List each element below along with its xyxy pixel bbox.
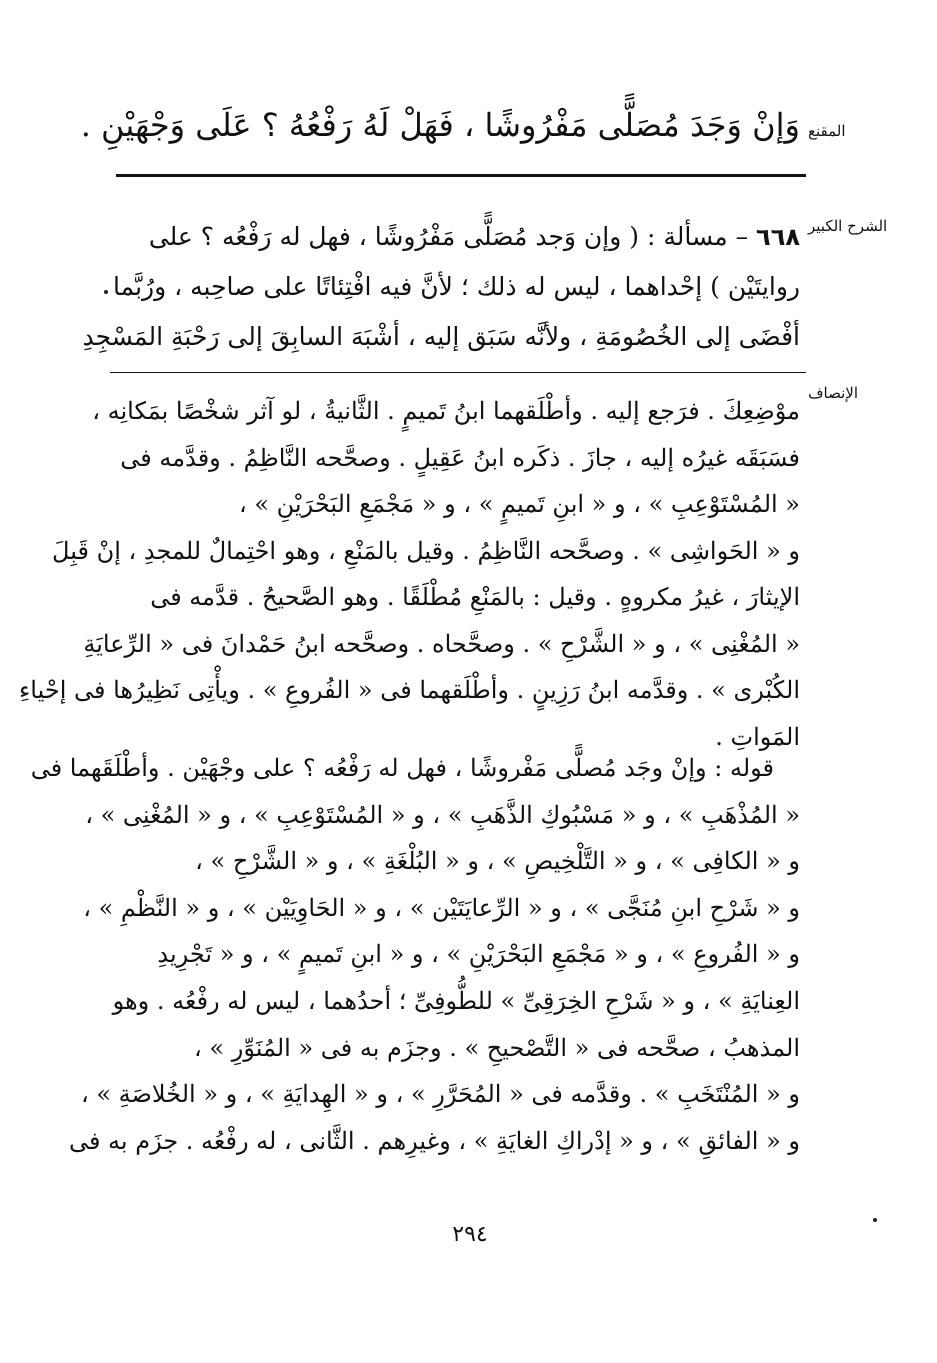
text-line: و « شَرْحِ ابنِ مُنَجَّى » ، و « الرِّعايَتَيْن » ، و « الحَاوِيَيْن » ، و « النَّظْمِ » ، [83, 893, 800, 922]
sharh-line-3: أفْضَى إلى الخُصُومَةِ ، ولأنَّه سَبَق إليه ، أشْبَهَ السابِقَ إلى رَحْبَةِ المَسْجِدِ [82, 322, 800, 351]
matn-divider [116, 174, 806, 177]
text-line: الكُبْرى » . وقدَّمه ابنُ رَزِينٍ . وأطْلَقهما فى « الفُروعِ » . ويأْتِى نَظِيرُها فى إحْياءِ [19, 676, 800, 704]
text-line: قوله : وإنْ وجَد مُصلًّى مَفْروشًا ، فهل له رَفْعُه ؟ على وجْهَيْن . وأطْلَقَهما فى [30, 754, 774, 782]
text-line: « المُغْنِى » ، و « الشَّرْحِ » . وصحَّحاه . وصحَّحه ابنُ حَمْدانَ فى « الرِّعايَةِ [83, 629, 800, 658]
matn-label: المقنع [808, 122, 846, 140]
insaf-paragraph-1 [19, 388, 800, 760]
scan-speck [873, 1218, 877, 1222]
text-line: و « الفائقِ » ، و « إدْراكِ الغايَةِ » ، وغيرِهم . الثَّانى ، له رفْعُه . جزَم به فى [68, 1126, 800, 1155]
matn-text-block [80, 100, 800, 150]
sharh-divider [110, 372, 806, 373]
text-line: « المُذْهَبِ » ، و « مَسْبُوكِ الذَّهَبِ » ، و « المُسْتَوْعِبِ » ، و « المُغْنِى » ، [85, 800, 800, 829]
insaf-paragraph-2 [30, 745, 800, 1164]
text-line: و « المُنْتَخَبِ » . وقدَّمه فى « المُحَرَّرِ » ، و « الهِدايَةِ » ، و « الخُلاصَةِ » ، [80, 1080, 800, 1109]
sharh-line-1 [100, 212, 800, 262]
text-line: و « الحَواشِى » . وصحَّحه النَّاظِمُ . وقيل بالمَنْعِ ، وهو احْتِمالٌ للمجدِ ، إنْ قَبِلَ [52, 536, 800, 565]
issue-number: ٦٦٨ [756, 223, 800, 251]
text-line: العِنايَةِ » ، و « شَرْحِ الخِرَقِىِّ » للطُّوفِىِّ ؛ أحدُهما ، ليس له رفْعُه . وهو [112, 986, 800, 1015]
scan-speck [104, 290, 108, 294]
text-line: و « الكافِى » ، و « التَّلْخِيصِ » ، و « البُلْغَةِ » ، و « الشَّرْحِ » ، [195, 847, 800, 876]
insaf-label: الإنصاف [808, 384, 859, 402]
text-line: فسَبَقَه غيرُه إليه ، جازَ . ذكَره ابنُ عَقِيلٍ . وصحَّحه النَّاظِمُ . وقدَّمه فى [120, 443, 800, 472]
sharh-line-2: روايتَيْن ) إحْداهما ، ليس له ذلك ؛ لأنَّ فيه افْتِئاتًا على صاحِبه ، ورُبَّما [113, 272, 800, 301]
text-line: « المُسْتَوْعِبِ » ، و « ابنِ تَميمٍ » ، و « مَجْمَعِ البَحْرَيْنِ » ، [238, 490, 800, 518]
page-number: ٢٩٤ [452, 1222, 488, 1247]
sharh-text-block [82, 212, 800, 362]
text-line: و « الفُروعِ » ، و « مَجْمَعِ البَحْرَيْنِ » ، و « ابنِ تَميمٍ » ، و « تَجْرِيدِ [157, 940, 800, 969]
matn-line: وَإنْ وَجَدَ مُصَلًّى مَفْرُوشًا ، فَهَلْ لَهُ رَفْعُهُ ؟ عَلَى وَجْهَيْنِ . [80, 106, 800, 144]
text-line: المَواتِ . [715, 722, 800, 751]
text-line: الإيثارَ ، غيرُ مكروهٍ . وقيل : بالمَنْعِ مُطْلَقًا . وهو الصَّحيحُ . قدَّمه فى [150, 583, 800, 611]
text-line: موْضِعِكَ . فرَجع إليه . وأطْلَقهما ابنُ تَميمٍ . الثَّانيةُ ، لو آثر شخْصًا بمَكانِه ، [92, 397, 800, 425]
sharh-line-1-text: – مسألة : ( وإن وَجد مُصَلًّى مَفْرُوشًا ، فهل له رَفْعُه ؟ على [148, 222, 749, 251]
sharh-label: الشرح الكبير [808, 217, 888, 235]
text-line: المذهبُ ، صحَّحه فى « التَّصْحيحِ » . وجزَم به فى « المُنَوِّرِ » ، [194, 1033, 800, 1062]
